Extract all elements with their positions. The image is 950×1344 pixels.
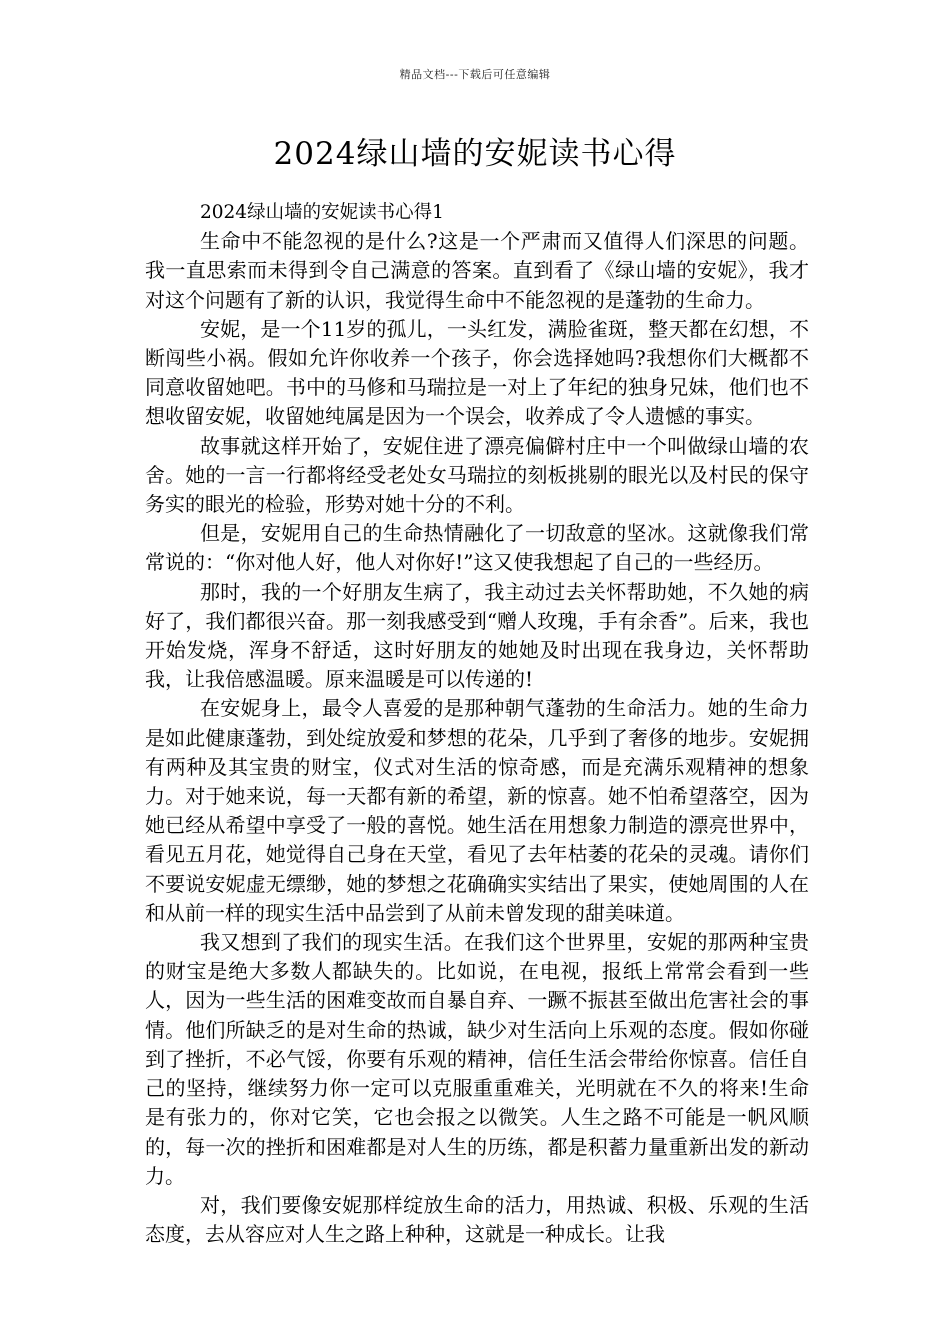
paragraph-3: 故事就这样开始了，安妮住进了漂亮偏僻村庄中一个叫做绿山墙的农舍。她的一言一行都将经受老处女马瑞拉的刻板挑剔的眼光以及村民的保守务实的眼光的检验，形势对她十分的不利。 [145,433,809,517]
paragraph-8: 对，我们要像安妮那样绽放生命的活力，用热诚、积极、乐观的生活态度，去从容应对人生之路上种种，这就是一种成长。让我 [145,1192,809,1247]
paragraph-1: 生命中不能忽视的是什么?这是一个严肃而又值得人们深思的问题。我一直思索而未得到令自己满意的答案。直到看了《绿山墙的安妮》，我才对这个问题有了新的认识，我觉得生命中不能忽视的是蓬勃的生命力。 [145,229,809,312]
header-note: 精品文档---下载后可任意编辑 [399,68,551,81]
paragraph-7: 我又想到了我们的现实生活。在我们这个世界里，安妮的那两种宝贵的财宝是绝大多数人都缺失的。比如说，在电视，报纸上常常会看到一些人，因为一些生活的困难变故而自暴自弃、一蹶不振甚至做出危害社会的事情。他们所缺乏的是对生命的热诚，缺少对生活向上乐观的态度。假如你碰到了挫折，不必气馁，你要有乐观的精神，信任生活会带给你惊喜。信任自己的坚持，继续努力你一定可以克服重重难关，光明就在不久的将来!生命是有张力的，你对它笑，它也会报之以微笑。人生之路不可能是一帆风顺的，每一次的挫折和困难都是对人生的历练，都是积蓄力量重新出发的新动力。 [145,930,809,1188]
paragraph-4: 但是，安妮用自己的生命热情融化了一切敌意的坚冰。这就像我们常常说的：“你对他人好，他人对你好!”这又使我想起了自己的一些经历。 [145,521,809,575]
document-title: 2024绿山墙的安妮读书心得 [273,136,677,172]
paragraph-2: 安妮，是一个11岁的孤儿，一头红发，满脸雀斑，整天都在幻想，不断闯些小祸。假如允许你收养一个孩子，你会选择她吗?我想你们大概都不同意收留她吧。书中的马修和马瑞拉是一对上了年纪的独身兄妹，他们也不想收留安妮，收留她纯属是因为一个误会，收养成了令人遗憾的事实。 [145,316,809,429]
paragraph-6: 在安妮身上，最令人喜爱的是那种朝气蓬勃的生命活力。她的生命力是如此健康蓬勃，到处绽放爱和梦想的花朵，几乎到了奢侈的地步。安妮拥有两种及其宝贵的财宝，仪式对生活的惊奇感，而是充满乐观精神的想象力。对于她来说，每一天都有新的希望，新的惊喜。她不怕希望落空，因为她已经从希望中享受了一般的喜悦。她生活在用想象力制造的漂亮世界中，看见五月花，她觉得自己身在天堂，看见了去年枯萎的花朵的灵魂。请你们不要说安妮虚无缥缈，她的梦想之花确确实实结出了果实，使她周围的人在和从前一样的现实生活中品尝到了从前未曾发现的甜美味道。 [145,696,809,925]
document-body [145,198,809,1249]
paragraph-5: 那时，我的一个好朋友生病了，我主动过去关怀帮助她，不久她的病好了，我们都很兴奋。那一刻我感受到“赠人玫瑰，手有余香”。后来，我也开始发烧，浑身不舒适，这时好朋友的她她及时出现在我身边，关怀帮助我，让我倍感温暖。原来温暖是可以传递的! [145,579,809,692]
section-subtitle: 2024绿山墙的安妮读书心得1 [200,202,444,223]
